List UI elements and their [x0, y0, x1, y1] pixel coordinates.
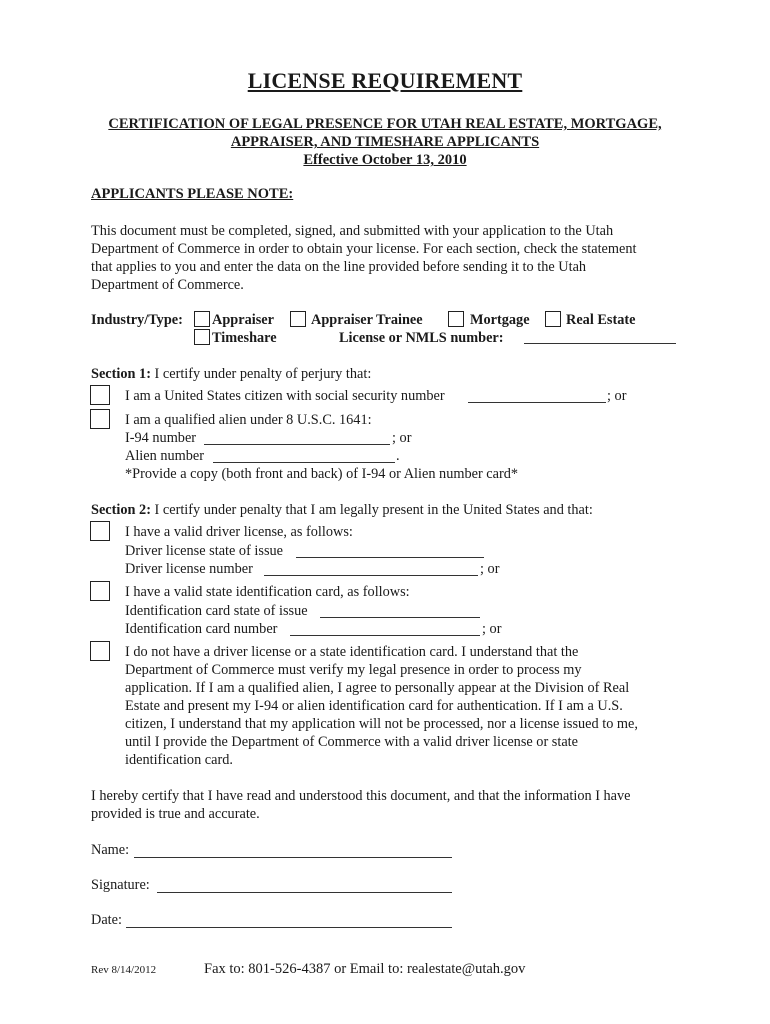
citizen-suffix: ; or [607, 388, 627, 404]
real-estate-checkbox[interactable] [545, 311, 561, 327]
timeshare-checkbox[interactable] [194, 329, 210, 345]
signature-label: Signature: [91, 877, 150, 893]
no-license-line-6: until I provide the Department of Commerce with a valid driver license or state [125, 734, 578, 750]
mortgage-option-label: Mortgage [470, 312, 530, 328]
driver-license-statement: I have a valid driver license, as follows: [125, 524, 353, 540]
no-license-line-4: Estate and present my I-94 or alien identification card for authentication. If I am a U.S. [125, 698, 623, 714]
no-license-line-5: citizen, I understand that my application will not be processed, nor a license issued to me, [125, 716, 638, 732]
appraiser-trainee-option-label: Appraiser Trainee [311, 312, 423, 328]
no-license-line-2: Department of Commerce must verify my legal presence in order to process my [125, 662, 582, 678]
id-number-label: Identification card number [125, 621, 278, 637]
note-line-3: that applies to you and enter the data on the line provided before sending it to the Utah [91, 259, 587, 275]
no-license-checkbox[interactable] [90, 641, 110, 661]
driver-state-label: Driver license state of issue [125, 543, 284, 559]
driver-number-suffix: ; or [480, 561, 500, 577]
section1-heading: Section 1: [91, 366, 151, 382]
section1-heading-line [91, 366, 371, 383]
no-license-line-3: application. If I am a qualified alien, I agree to personally appear at the Division of Real [125, 680, 630, 696]
appraiser-trainee-checkbox[interactable] [290, 311, 306, 327]
copy-note: *Provide a copy (both front and back) of I-94 or Alien number card* [125, 466, 519, 482]
alien-number-field[interactable] [213, 462, 395, 463]
revision-date: Rev 8/14/2012 [91, 964, 157, 976]
no-license-line-1: I do not have a driver license or a state identification card. I understand that the [125, 644, 579, 660]
ssn-field[interactable] [468, 402, 606, 403]
state-id-statement: I have a valid state identification card, as follows: [125, 584, 410, 600]
note-heading: APPLICANTS PLEASE NOTE: [91, 186, 294, 202]
signature-field[interactable] [157, 892, 452, 893]
appraiser-checkbox[interactable] [194, 311, 210, 327]
alien-number-label: Alien number [125, 448, 205, 464]
id-state-label: Identification card state of issue [125, 603, 308, 619]
license-number-label: License or NMLS number: [339, 330, 504, 346]
alien-statement: I am a qualified alien under 8 U.S.C. 1641: [125, 412, 372, 428]
section2-intro: I certify under penalty that I am legally present in the United States and that: [154, 502, 593, 518]
citizen-checkbox[interactable] [90, 385, 110, 405]
note-line-1: This document must be completed, signed, and submitted with your application to the Utah [91, 223, 614, 239]
mortgage-checkbox[interactable] [448, 311, 464, 327]
alien-number-suffix: . [396, 448, 400, 464]
id-state-field[interactable] [320, 617, 480, 618]
qualified-alien-checkbox[interactable] [90, 409, 110, 429]
industry-type-label: Industry/Type: [91, 312, 183, 328]
appraiser-option-label: Appraiser [212, 312, 274, 328]
date-label: Date: [91, 912, 122, 928]
no-license-line-7: identification card. [125, 752, 233, 768]
i94-field[interactable] [204, 444, 390, 445]
citizen-statement: I am a United States citizen with social security number [125, 388, 445, 404]
license-number-field[interactable] [524, 343, 676, 344]
i94-suffix: ; or [392, 430, 412, 446]
driver-license-checkbox[interactable] [90, 521, 110, 541]
name-label: Name: [91, 842, 130, 858]
certify-line-1: I hereby certify that I have read and understood this document, and that the information I have [91, 788, 631, 804]
page-title: LICENSE REQUIREMENT [247, 68, 523, 93]
section2-heading-line [91, 502, 593, 519]
effective-date: Effective October 13, 2010 [303, 152, 467, 168]
note-line-4: Department of Commerce. [91, 277, 244, 293]
id-number-field[interactable] [290, 635, 480, 636]
subtitle-line-1: CERTIFICATION OF LEGAL PRESENCE FOR UTAH REAL ESTATE, MORTGAGE, [108, 116, 662, 132]
i94-label: I-94 number [125, 430, 197, 446]
subtitle-line-2: APPRAISER, AND TIMESHARE APPLICANTS [230, 134, 540, 150]
certify-line-2: provided is true and accurate. [91, 806, 260, 822]
driver-state-field[interactable] [296, 557, 484, 558]
section1-intro: I certify under penalty of perjury that: [154, 366, 372, 382]
driver-number-field[interactable] [264, 575, 478, 576]
id-number-suffix: ; or [482, 621, 502, 637]
driver-number-label: Driver license number [125, 561, 253, 577]
date-field[interactable] [126, 927, 452, 928]
name-field[interactable] [134, 857, 452, 858]
section2-heading: Section 2: [91, 502, 151, 518]
timeshare-option-label: Timeshare [212, 330, 277, 346]
state-id-checkbox[interactable] [90, 581, 110, 601]
real-estate-option-label: Real Estate [566, 312, 636, 328]
note-line-2: Department of Commerce in order to obtain your license. For each section, check the statement [91, 241, 637, 257]
contact-info: Fax to: 801-526-4387 or Email to: realestate@utah.gov [204, 961, 526, 977]
